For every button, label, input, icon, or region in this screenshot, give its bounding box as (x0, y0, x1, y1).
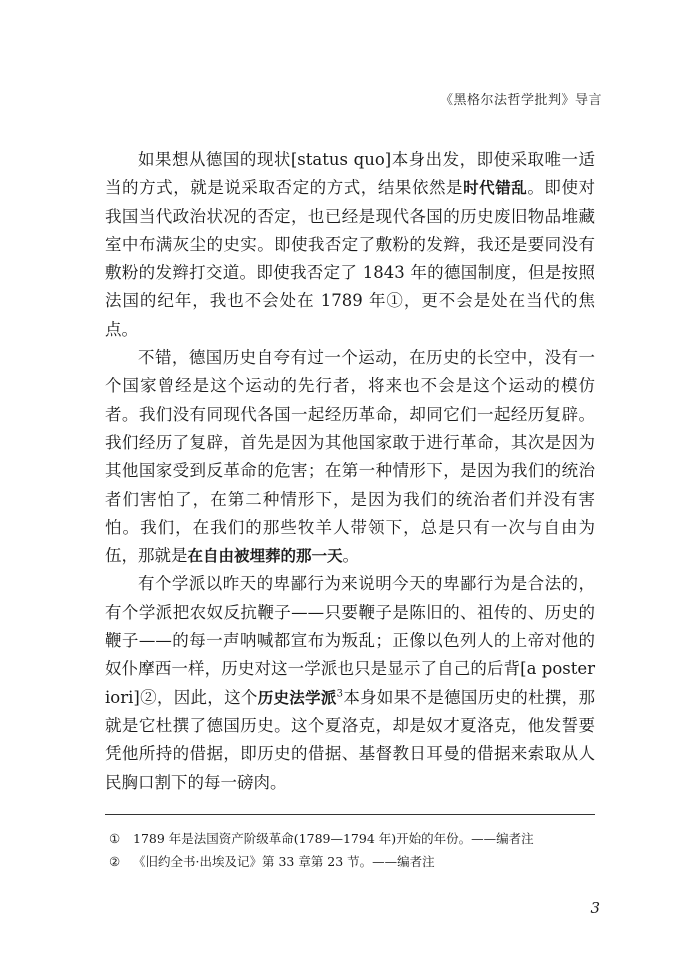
paragraph-3-emphasis: 历史法学派 (257, 688, 337, 707)
paragraph-1-text-end: 。即使对我国当代政治状况的否定，也已经是现代各国的历史废旧物品堆藏室中布满灰尘的史实。即使我否定了敷粉的发辫，我还是要同没有敷粉的发辫打交道。即使我否定了 1843 年的德国制度，但是按照法国的纪年，我也不会处在 1789 年①，更不会是处在当代的焦点。 (105, 178, 596, 339)
paragraph-3-text-end: 本身如果不是德国历史的杜撰，那就是它杜撰了德国历史。这个夏洛克，却是奴才夏洛克，他发誓要凭他所持的借据，即历史的借据、基督教日耳曼的借据来索取从人民胸口割下的每一磅肉。 (105, 687, 595, 792)
endnote-marker: 3 (336, 688, 344, 700)
paragraph-1-text: 如果想从德国的现状[status quo]本身出发，即使采取唯一适当的方式，就是说采取否定的方式，结果依然是 (105, 150, 595, 198)
footnote-1-mark: ① (109, 831, 121, 846)
paragraph-1-emphasis: 时代错乱 (463, 179, 528, 198)
page-number: 3 (590, 899, 600, 917)
footnote-1 (109, 827, 599, 850)
body-text (105, 146, 595, 797)
footnotes (109, 827, 599, 873)
paragraph-2-emphasis: 在自由被埋葬的那一天 (187, 547, 343, 566)
paragraph-1 (105, 146, 595, 344)
paragraph-2-text: 不错，德国历史自夸有过一个运动，在历史的长空中，没有一个国家曾经是这个运动的先行者，将来也不会是这个运动的模仿者。我们没有同现代各国一起经历革命，却同它们一起经历复辟。我们经历了复辟，首先是因为其他国家敢于进行革命，其次是因为其他国家受到反革命的危害；在第一种情形下，是因为我们的统治者们害怕了，在第二种情形下，是因为我们的统治者们并没有害怕。我们，在我们的那些牧羊人带领下，总是只有一次与自由为伍，那就是 (105, 348, 595, 566)
paragraph-3-text: 有个学派以昨天的卑鄙行为来说明今天的卑鄙行为是合法的，有个学派把农奴反抗鞭子——只要鞭子是陈旧的、祖传的、历史的鞭子——的每一声呐喊都宣布为叛乱；正像以色列人的上帝对他的奴仆摩西一样，历史对这一学派也只是显示了自己的后背[a posteriori]②，因此，这个 (105, 574, 595, 707)
paragraph-2-text-end: 。 (342, 546, 360, 566)
paragraph-2 (105, 344, 595, 570)
footnote-1-text: 1789 年是法国资产阶级革命(1789—1794 年)开始的年份。——编者注 (133, 831, 534, 846)
footnote-divider (105, 814, 595, 815)
footnote-2 (109, 850, 599, 873)
footnote-2-text: 《旧约全书·出埃及记》第 33 章第 23 节。——编者注 (133, 854, 435, 869)
running-header: 《黑格尔法哲学批判》导言 (439, 93, 602, 108)
footnote-2-mark: ② (109, 854, 121, 869)
paragraph-3 (105, 570, 595, 796)
